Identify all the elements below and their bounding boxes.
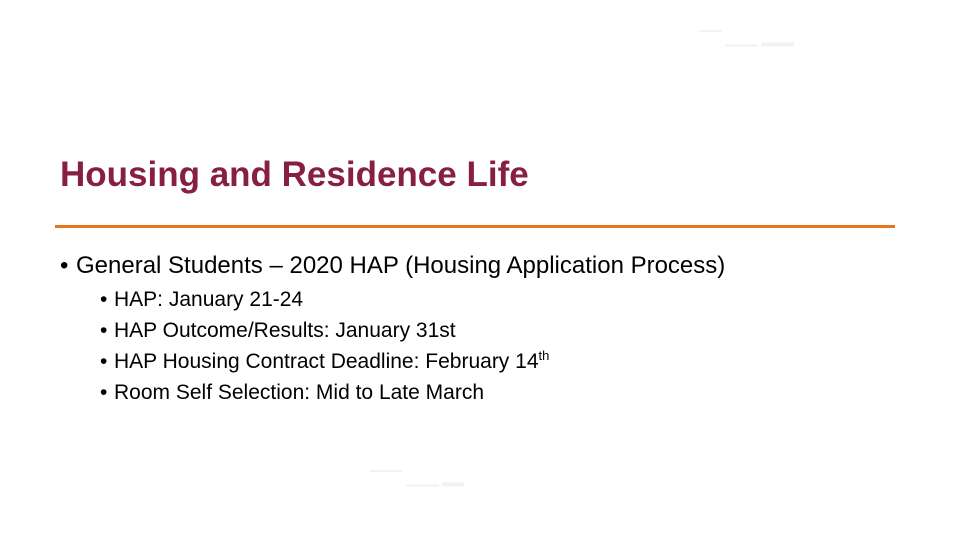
bullet-marker: • <box>100 319 108 342</box>
ordinal-superscript: th <box>538 348 550 363</box>
sub-bullet-list <box>60 284 725 408</box>
bullet-marker: • <box>100 288 108 311</box>
main-bullet-item <box>60 250 725 282</box>
bullet-marker: • <box>100 350 108 373</box>
title-divider <box>55 225 895 228</box>
sub-bullet-item <box>100 346 725 377</box>
sub-bullet-text: HAP Outcome/Results: January 31st <box>114 319 456 342</box>
bullet-marker: • <box>100 381 108 404</box>
sub-bullet-text: Room Self Selection: Mid to Late March <box>114 381 485 404</box>
sub-bullet-text <box>114 346 549 377</box>
sub-bullet-text: HAP: January 21-24 <box>114 288 304 311</box>
main-bullet-text: General Students – 2020 HAP (Housing Application Process) <box>76 252 726 279</box>
sub-bullet-item <box>100 315 725 346</box>
faint-logo-watermark: ▔▔▔ ▁▁▁ ▂▂ <box>370 470 464 486</box>
slide-title: Housing and Residence Life <box>60 155 529 194</box>
sub-bullet-item <box>100 284 725 315</box>
slide-body <box>60 250 725 408</box>
faint-logo-watermark: ▔▔ ▁▁▁ ▂▂▂ <box>700 30 794 46</box>
sub-bullet-item <box>100 377 725 408</box>
bullet-marker: • <box>60 252 69 279</box>
sub-bullet-main-text: HAP Housing Contract Deadline: February 14 <box>114 350 539 373</box>
